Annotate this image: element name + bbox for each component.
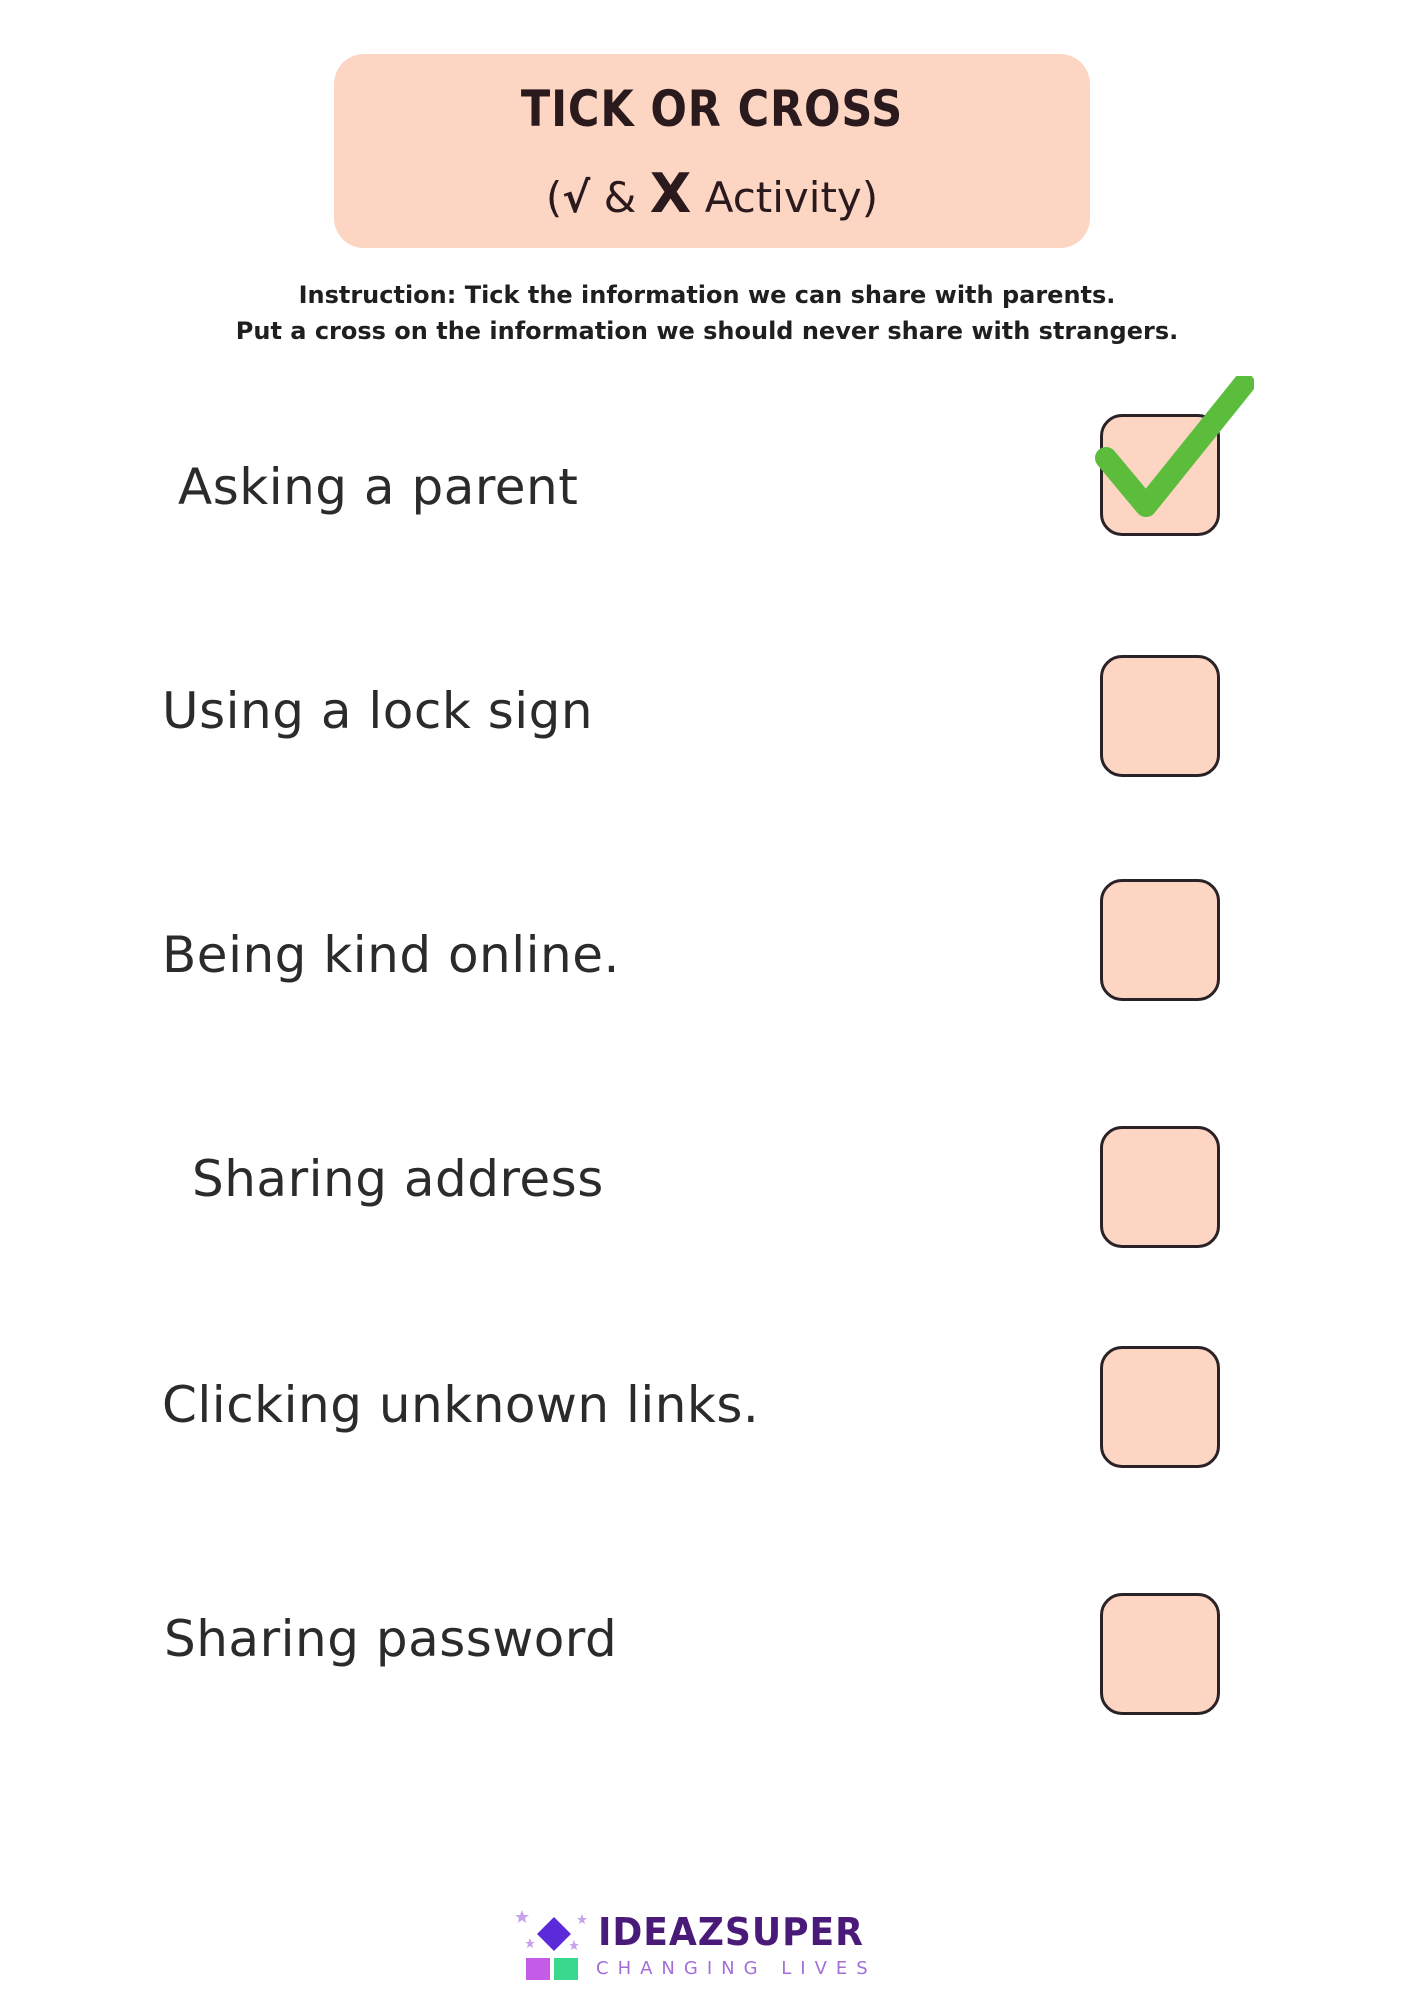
subtitle-open-paren: (	[545, 173, 563, 222]
instruction-line-1: Instruction: Tick the information we can share with parents.	[298, 281, 1116, 309]
logo-name: IDEAZSUPER	[598, 1910, 864, 1954]
ideazsuper-logo	[514, 1908, 877, 1988]
subtitle-ampersand: &	[603, 173, 637, 222]
worksheet-subtitle	[334, 162, 1090, 225]
item-label-sharing-password: Sharing password	[164, 1610, 618, 1668]
tick-symbol: √	[562, 173, 591, 222]
checkbox-sharing-password[interactable]	[1100, 1593, 1220, 1715]
cross-symbol: X	[649, 162, 692, 225]
item-label-unknown-links: Clicking unknown links.	[162, 1376, 760, 1434]
instructions	[0, 277, 1414, 349]
logo-tagline: CHANGING LIVES	[596, 1958, 877, 1979]
checkbox-unknown-links[interactable]	[1100, 1346, 1220, 1468]
item-label-sharing-address: Sharing address	[192, 1150, 604, 1208]
checkbox-kind-online[interactable]	[1100, 879, 1220, 1001]
item-label-lock-sign: Using a lock sign	[162, 682, 594, 740]
instruction-line-2: Put a cross on the information we should never share with strangers.	[235, 317, 1179, 345]
logo-blocks-icon	[514, 1908, 596, 1988]
item-label-kind-online: Being kind online.	[162, 926, 620, 984]
title-banner	[334, 54, 1090, 248]
item-label-asking-parent: Asking a parent	[178, 458, 579, 516]
worksheet-title: TICK OR CROSS	[520, 80, 904, 138]
checkbox-asking-parent[interactable]	[1100, 414, 1220, 536]
subtitle-activity: Activity)	[704, 173, 879, 222]
checkbox-sharing-address[interactable]	[1100, 1126, 1220, 1248]
checkbox-lock-sign[interactable]	[1100, 655, 1220, 777]
